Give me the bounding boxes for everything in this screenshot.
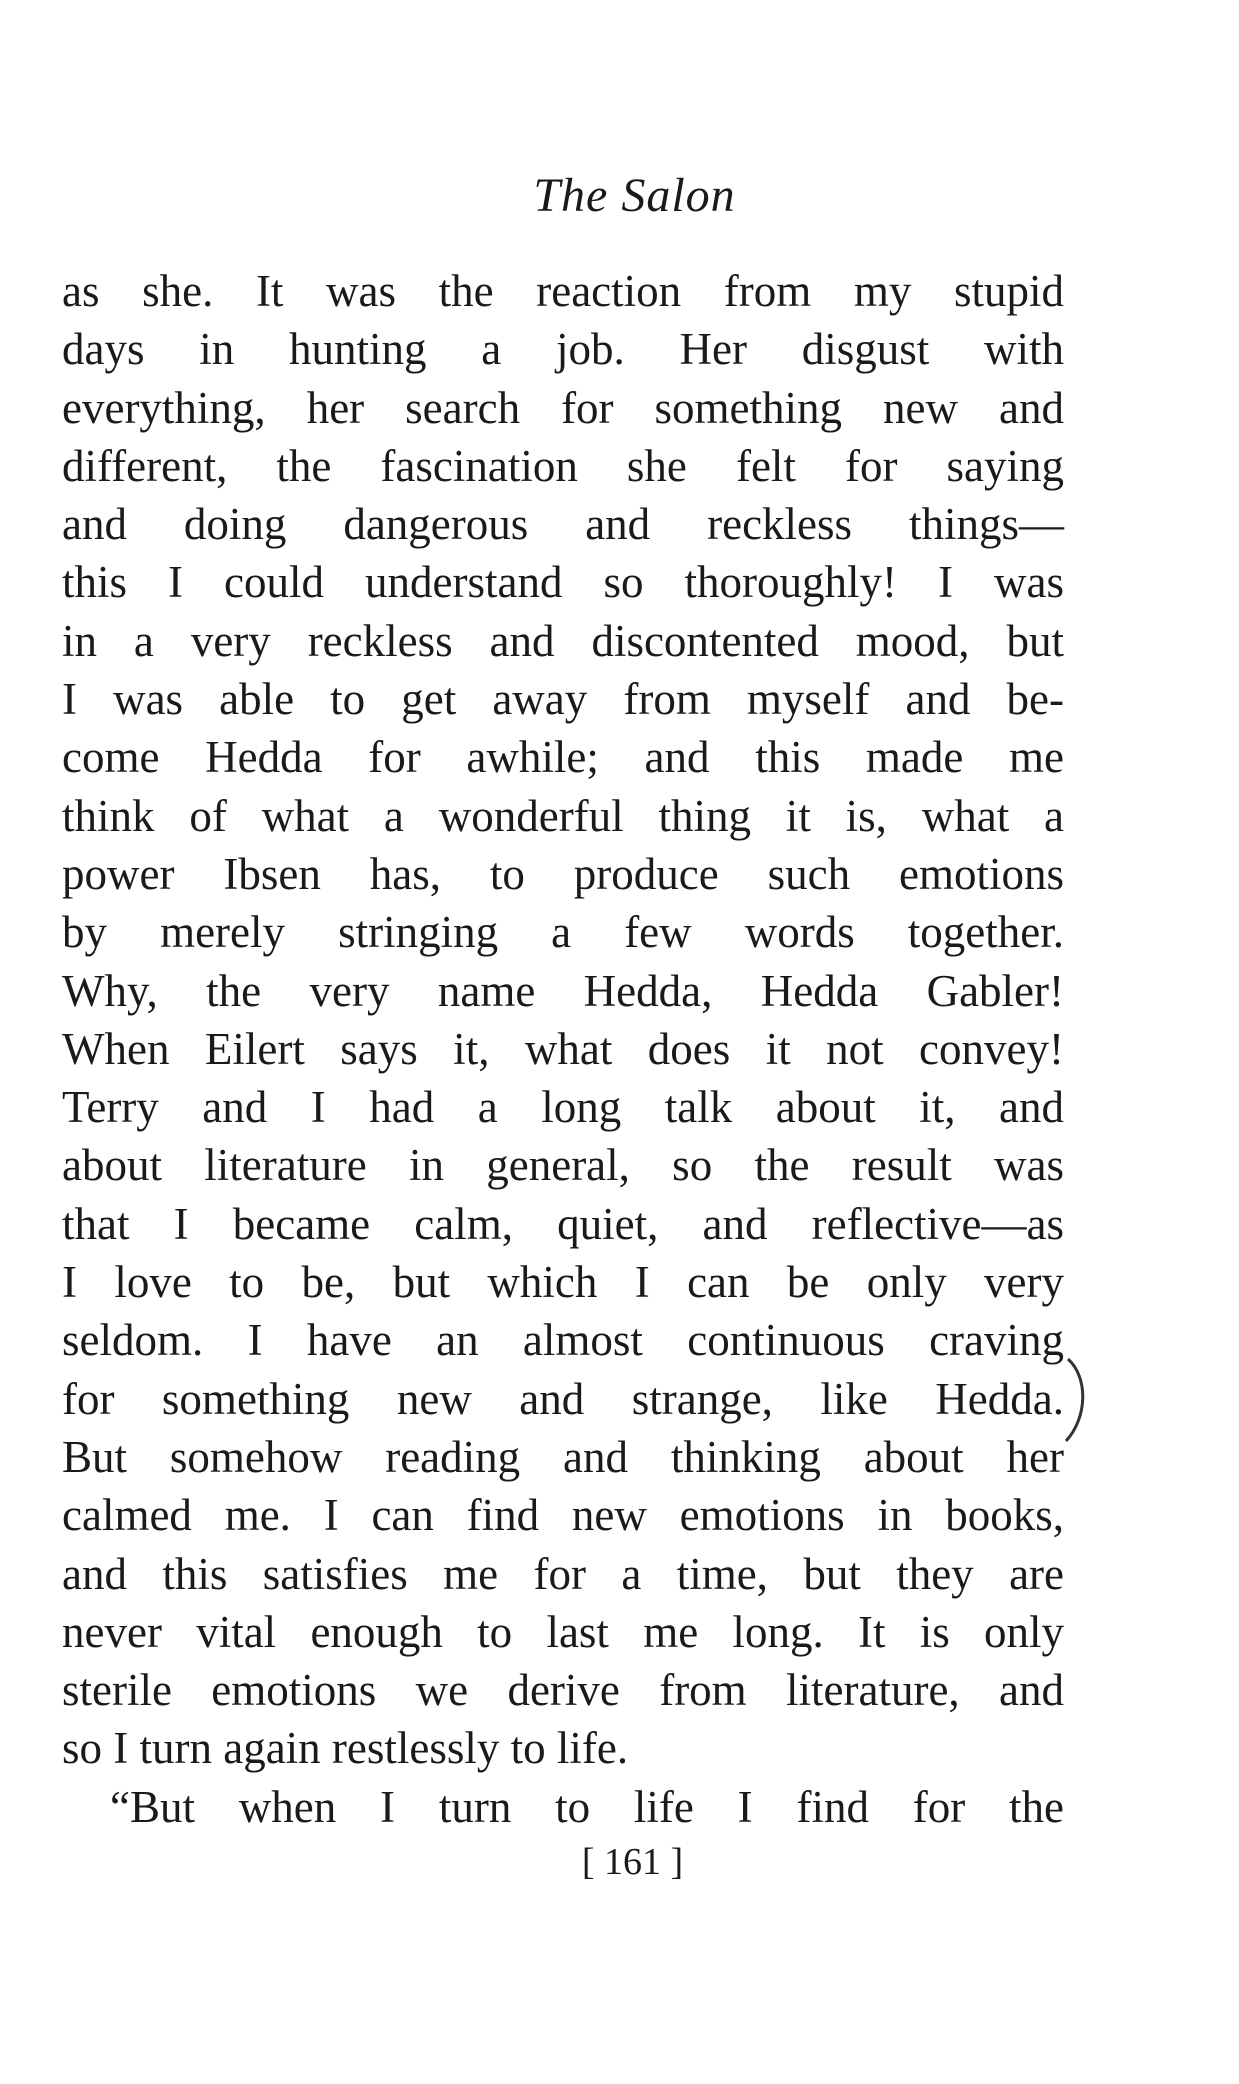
text-line: When Eilert says it, what does it not convey! bbox=[62, 1023, 1064, 1074]
text-line: sterile emotions we derive from literature, and bbox=[62, 1665, 1064, 1716]
text-line: Why, the very name Hedda, Hedda Gabler! bbox=[62, 965, 1064, 1016]
text-line: power Ibsen has, to produce such emotions bbox=[62, 848, 1064, 899]
text-line: Terry and I had a long talk about it, and bbox=[62, 1082, 1064, 1133]
running-head: The Salon bbox=[533, 169, 736, 222]
body-text bbox=[62, 262, 1064, 1836]
text-line: calmed me. I can find new emotions in books, bbox=[62, 1490, 1064, 1541]
text-line: think of what a wonderful thing it is, what a bbox=[62, 790, 1064, 841]
text-line: I love to be, but which I can be only very bbox=[62, 1257, 1064, 1308]
text-line: so I turn again restlessly to life. bbox=[62, 1723, 629, 1774]
text-line: and doing dangerous and reckless things— bbox=[62, 499, 1064, 550]
pencil-parenthesis-mark bbox=[1062, 1355, 1102, 1445]
text-line: by merely stringing a few words together. bbox=[62, 907, 1064, 958]
text-line: that I became calm, quiet, and reflective—as bbox=[62, 1198, 1064, 1249]
text-line: and this satisfies me for a time, but they are bbox=[62, 1548, 1064, 1599]
text-line: “But when I turn to life I find for the bbox=[110, 1781, 1064, 1832]
text-line: But somehow reading and thinking about her bbox=[62, 1431, 1064, 1482]
text-line: everything, her search for something new and bbox=[62, 382, 1064, 433]
text-line: different, the fascination she felt for saying bbox=[62, 440, 1064, 491]
text-line: never vital enough to last me long. It is only bbox=[62, 1606, 1064, 1657]
text-line: as she. It was the reaction from my stupid bbox=[62, 266, 1064, 316]
text-line: seldom. I have an almost continuous craving bbox=[62, 1315, 1064, 1366]
text-line: for something new and strange, like Hedda. bbox=[62, 1373, 1064, 1424]
text-line: I was able to get away from myself and be- bbox=[62, 674, 1064, 725]
text-line: in a very reckless and discontented mood, but bbox=[62, 615, 1064, 666]
text-line: this I could understand so thoroughly! I was bbox=[62, 557, 1064, 608]
text-line: days in hunting a job. Her disgust with bbox=[62, 324, 1064, 375]
page-number: [ 161 ] bbox=[581, 1841, 684, 1883]
text-line: come Hedda for awhile; and this made me bbox=[62, 732, 1064, 783]
text-line: about literature in general, so the result was bbox=[62, 1140, 1064, 1191]
